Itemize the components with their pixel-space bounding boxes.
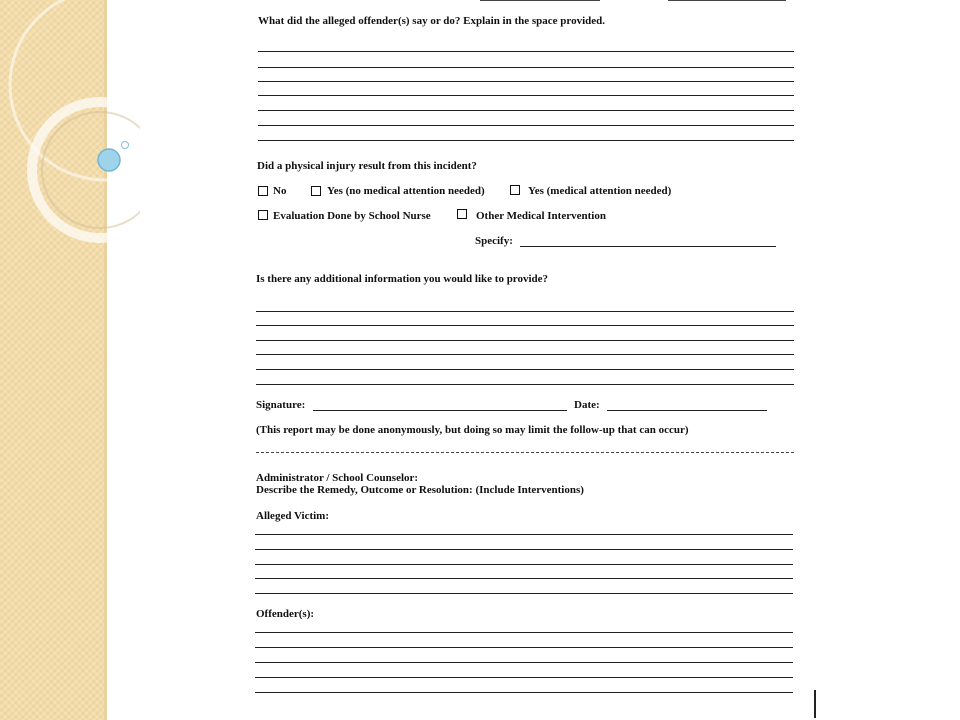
answer-line[interactable]: [255, 692, 793, 693]
option-no-label: No: [273, 185, 287, 197]
date-line[interactable]: [607, 410, 767, 411]
question-additional-info: Is there any additional information you would like to provide?: [256, 273, 549, 285]
answer-line[interactable]: [256, 311, 794, 312]
answer-line[interactable]: [258, 51, 794, 52]
answer-line[interactable]: [258, 67, 794, 68]
answer-line[interactable]: [258, 95, 794, 96]
answer-line[interactable]: [256, 369, 794, 370]
question-offender-actions: What did the alleged offender(s) say or do? Explain in the space provided.: [258, 15, 606, 27]
answer-line[interactable]: [255, 662, 793, 663]
answer-line[interactable]: [256, 384, 794, 385]
answer-line[interactable]: [255, 647, 793, 648]
cut-line: [256, 452, 794, 453]
scan-mark: [814, 690, 816, 718]
checkbox-yes-medical[interactable]: [510, 185, 520, 195]
checkbox-yes-no-medical[interactable]: [311, 186, 321, 196]
option-other-medical-label: Other Medical Intervention: [476, 210, 606, 222]
signature-line[interactable]: [313, 410, 567, 411]
top-edge-line: [668, 0, 786, 1]
option-yes-medical-label: Yes (medical attention needed): [528, 185, 672, 197]
answer-line[interactable]: [255, 564, 793, 565]
victim-label: Alleged Victim:: [256, 510, 330, 522]
checkbox-school-nurse[interactable]: [258, 210, 268, 220]
offender-label: Offender(s):: [256, 608, 315, 620]
answer-line[interactable]: [258, 110, 794, 111]
specify-label: Specify:: [475, 235, 513, 247]
question-physical-injury: Did a physical injury result from this incident?: [257, 160, 477, 172]
answer-line[interactable]: [255, 632, 793, 633]
checkbox-other-medical[interactable]: [457, 209, 467, 219]
specify-line[interactable]: [520, 246, 776, 247]
remedy-heading: Describe the Remedy, Outcome or Resolution: (Include Interventions): [256, 484, 584, 496]
answer-line[interactable]: [255, 578, 793, 579]
signature-label: Signature:: [256, 399, 306, 411]
answer-line[interactable]: [256, 340, 794, 341]
anonymous-note: (This report may be done anonymously, but doing so may limit the follow-up that can occur): [256, 424, 689, 436]
answer-line[interactable]: [256, 325, 794, 326]
answer-line[interactable]: [258, 140, 794, 141]
answer-line[interactable]: [255, 677, 793, 678]
answer-line[interactable]: [256, 354, 794, 355]
answer-line[interactable]: [255, 534, 793, 535]
date-label: Date:: [574, 399, 600, 411]
option-school-nurse-label: Evaluation Done by School Nurse: [273, 210, 431, 222]
answer-line[interactable]: [255, 549, 793, 550]
answer-line[interactable]: [255, 593, 793, 594]
option-yes-no-medical-label: Yes (no medical attention needed): [327, 185, 485, 197]
answer-line[interactable]: [258, 81, 794, 82]
admin-heading: Administrator / School Counselor:: [256, 472, 419, 484]
checkbox-no[interactable]: [258, 186, 268, 196]
top-edge-line: [480, 0, 600, 1]
answer-line[interactable]: [258, 125, 794, 126]
